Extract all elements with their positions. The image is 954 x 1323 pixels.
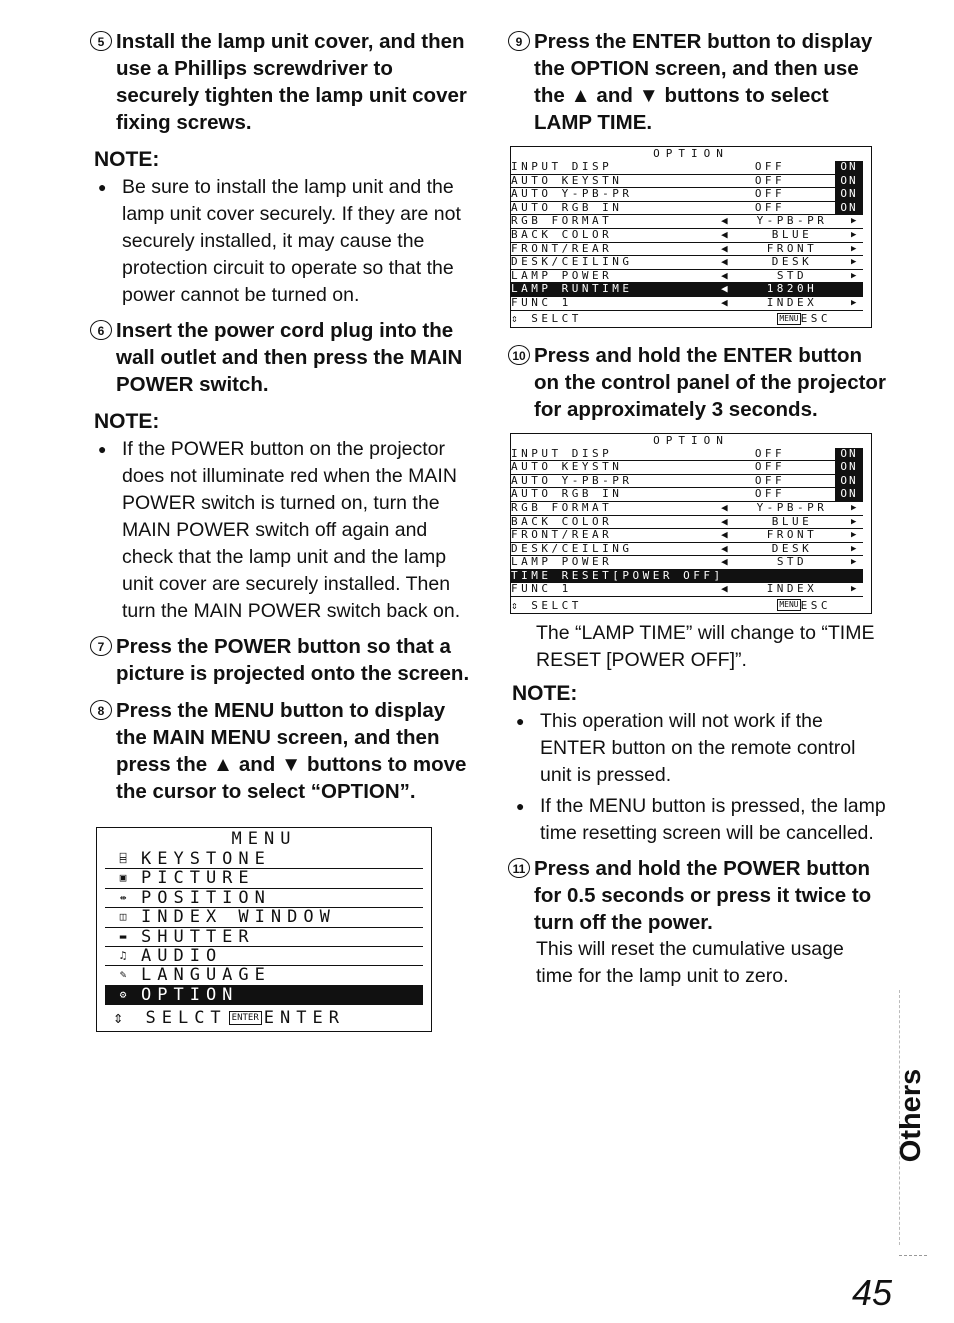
option-value: OFF xyxy=(754,201,786,214)
left-column xyxy=(90,28,470,1032)
option-value: DESK xyxy=(771,256,813,269)
language-icon: ✎ xyxy=(119,968,127,982)
option-value: OFF xyxy=(754,447,786,460)
option-row xyxy=(511,188,863,202)
option-footer: ⇕ SELCT MENU ESC xyxy=(511,598,831,612)
menu-item-label: SHUTTER xyxy=(141,927,255,946)
option-label: RGB FORMAT xyxy=(511,501,613,514)
step-number: 9 xyxy=(508,31,530,51)
right-arrow-icon: ▶ xyxy=(851,216,857,227)
main-menu-screen xyxy=(96,827,432,1032)
menu-item-label: PICTURE xyxy=(141,869,255,888)
index-window-icon: ◫ xyxy=(119,910,127,924)
option-label: BACK COLOR xyxy=(511,228,613,241)
step-text: Install the lamp unit cover, and then use a Phillips screwdriver to securely tighten the lamp unit cover fixing screws. xyxy=(116,30,467,134)
menu-item-option xyxy=(105,986,423,1005)
menu-item-label: AUDIO xyxy=(141,946,223,966)
option-row xyxy=(511,215,863,229)
left-arrow-icon: ◀ xyxy=(721,583,728,596)
right-arrow-icon: ▶ xyxy=(851,557,857,568)
option-label: AUTO RGB IN xyxy=(511,488,623,501)
right-arrow-icon: ▶ xyxy=(851,543,857,554)
option-value: OFF xyxy=(754,488,786,501)
step-text: Press the POWER button so that a picture is projected onto the screen. xyxy=(116,635,470,685)
left-arrow-icon: ◀ xyxy=(721,501,728,514)
option-row xyxy=(511,283,863,297)
option-on-box: ON xyxy=(835,188,863,201)
step-number: 11 xyxy=(508,858,530,878)
option-row xyxy=(511,270,863,284)
menu-item-picture xyxy=(105,869,423,888)
step-text: Press the MENU button to display the MAIN MENU screen, and then press the ▲ and ▼ buttons to move the cursor to select “OPTION”. xyxy=(116,699,467,803)
step-number: 6 xyxy=(90,320,112,340)
note-bullet: ● Be sure to install the lamp unit and the lamp unit cover securely. If they are not securely installed, it may cause the protection circuit to operate so that the power cannot be turned on. xyxy=(94,174,470,309)
left-arrow-icon: ◀ xyxy=(721,542,728,555)
option-row xyxy=(511,502,863,516)
right-arrow-icon: ▶ xyxy=(851,297,857,308)
step-text: Press the ENTER button to display the OPTION screen, and then use the ▲ and ▼ buttons to select LAMP TIME. xyxy=(534,30,873,134)
option-label: FRONT/REAR xyxy=(511,529,613,542)
left-arrow-icon: ◀ xyxy=(721,269,728,282)
updown-icon: ⇕ xyxy=(113,1008,146,1029)
bullet-icon: ● xyxy=(98,441,107,457)
option-value: INDEX xyxy=(766,296,818,309)
option-row xyxy=(511,516,863,530)
shutter-icon: ▬ xyxy=(119,929,127,943)
option-title: OPTION xyxy=(653,433,729,447)
menu-item-position xyxy=(105,889,423,908)
step-text: Insert the power cord plug into the wall outlet and then press the MAIN POWER switch. xyxy=(116,319,463,396)
step-6 xyxy=(90,317,470,398)
note-bullet: ● This operation will not work if the ENTER button on the remote control unit is pressed. xyxy=(512,708,886,789)
left-arrow-icon: ◀ xyxy=(721,515,728,528)
position-icon: ⇹ xyxy=(119,890,127,904)
option-footer: ⇕ SELCT MENU ESC xyxy=(511,312,831,326)
option-value: DESK xyxy=(771,542,813,555)
left-arrow-icon: ◀ xyxy=(721,296,728,309)
menu-item-index-window xyxy=(105,908,423,927)
option-row xyxy=(511,488,863,502)
option-value: OFF xyxy=(754,461,786,474)
note-heading: NOTE: xyxy=(94,410,160,433)
left-arrow-icon: ◀ xyxy=(721,215,728,228)
menu-list xyxy=(97,850,431,1005)
option-screen-time-reset xyxy=(510,433,872,615)
step-5 xyxy=(90,28,470,136)
step-number: 7 xyxy=(90,636,112,656)
bullet-icon: ● xyxy=(516,798,525,815)
option-value: STD xyxy=(776,269,808,282)
left-arrow-icon: ◀ xyxy=(721,529,728,542)
right-arrow-icon: ▶ xyxy=(851,243,857,254)
option-on-box: ON xyxy=(835,202,863,215)
option-row xyxy=(511,256,863,270)
option-value: OFF xyxy=(754,161,786,173)
option-row xyxy=(511,243,863,257)
option-label: DESK/CEILING xyxy=(511,256,633,269)
step-detail: This will reset the cumulative usage time for the lamp unit to zero. xyxy=(536,938,844,988)
menu-item-keystone xyxy=(105,850,423,869)
menu-footer: ⇕ SELCT ENTER ENTER xyxy=(113,1008,345,1029)
option-list xyxy=(511,161,871,311)
left-arrow-icon: ◀ xyxy=(721,228,728,241)
right-arrow-icon: ▶ xyxy=(851,530,857,541)
section-tab xyxy=(892,1060,932,1170)
option-on-box: ON xyxy=(835,175,863,188)
option-label: FUNC 1 xyxy=(511,583,572,596)
audio-icon: ♫ xyxy=(119,948,127,962)
option-icon: ⚙ xyxy=(119,987,127,1001)
page-number: 45 xyxy=(852,1272,893,1313)
note-bullet: ● If the POWER button on the projector does not illuminate red when the MAIN POWER switch is turned on, turn the MAIN POWER switch off again and check that the lamp unit and the lamp unit cover are securely installed. Then turn the MAIN POWER switch back on. xyxy=(94,436,470,625)
keystone-icon: ⌸ xyxy=(119,851,127,865)
menu-item-audio xyxy=(105,947,423,966)
option-value: INDEX xyxy=(766,583,818,596)
section-tab-label: Others xyxy=(895,1068,928,1162)
menu-item-label: INDEX WINDOW xyxy=(141,908,336,927)
menu-title: MENU xyxy=(231,829,297,849)
step-number: 10 xyxy=(508,345,530,365)
step-text: Press and hold the ENTER button on the control panel of the projector for approximately 3 seconds. xyxy=(534,343,886,421)
option-on-box: ON xyxy=(835,161,863,174)
menu-item-language xyxy=(105,966,423,985)
option-list xyxy=(511,448,871,598)
option-label: AUTO RGB IN xyxy=(511,201,623,214)
right-arrow-icon: ▶ xyxy=(851,584,857,595)
option-row xyxy=(511,229,863,243)
right-arrow-icon: ▶ xyxy=(851,516,857,527)
note-heading: NOTE: xyxy=(94,148,160,171)
option-label: AUTO Y-PB-PR xyxy=(511,188,633,201)
option-value: OFF xyxy=(754,174,786,187)
option-value: 1820H xyxy=(766,283,818,296)
right-arrow-icon: ▶ xyxy=(851,502,857,513)
option-label: LAMP POWER xyxy=(511,556,613,569)
step-text: Press and hold the POWER button for 0.5 seconds or press it twice to turn off the power. xyxy=(534,857,872,935)
right-column xyxy=(508,28,886,996)
option-label: BACK COLOR xyxy=(511,515,613,528)
option-value: OFF xyxy=(754,188,786,201)
updown-icon: ⇕ xyxy=(511,312,532,326)
option-on-box: ON xyxy=(835,475,863,488)
option-value: BLUE xyxy=(771,228,813,241)
step-9 xyxy=(508,28,886,136)
option-label: FUNC 1 xyxy=(511,296,572,309)
option-row xyxy=(511,543,863,557)
option-label: AUTO KEYSTN xyxy=(511,461,623,474)
updown-icon: ⇕ xyxy=(511,598,532,612)
option-value: STD xyxy=(776,556,808,569)
step-number: 5 xyxy=(90,31,112,51)
option-label: AUTO Y-PB-PR xyxy=(511,474,633,487)
right-arrow-icon: ▶ xyxy=(851,270,857,281)
option-on-box: ON xyxy=(835,488,863,501)
option-row xyxy=(511,297,863,311)
option-label: LAMP POWER xyxy=(511,269,613,282)
right-arrow-icon: ▶ xyxy=(851,257,857,268)
option-value: FRONT xyxy=(766,242,818,255)
step-11 xyxy=(508,855,886,936)
option-label: TIME RESET[POWER OFF] xyxy=(511,569,724,582)
edge-divider-bottom xyxy=(899,1255,927,1256)
option-label: FRONT/REAR xyxy=(511,242,613,255)
option-value: OFF xyxy=(754,474,786,487)
left-arrow-icon: ◀ xyxy=(721,242,728,255)
option-row xyxy=(511,570,863,584)
option-value: Y-PB-PR xyxy=(756,501,828,514)
menu-key-icon: MENU xyxy=(779,600,799,610)
option-value: FRONT xyxy=(766,529,818,542)
option-row xyxy=(511,448,863,462)
option-label: INPUT DISP xyxy=(511,447,613,460)
menu-item-label: KEYSTONE xyxy=(141,850,271,869)
option-label: RGB FORMAT xyxy=(511,215,613,228)
picture-icon: ▣ xyxy=(119,871,127,885)
menu-key-icon: MENU xyxy=(779,313,799,323)
option-label: LAMP RUNTIME xyxy=(511,283,633,296)
enter-key-icon: ENTER xyxy=(229,1011,262,1025)
option-row xyxy=(511,202,863,216)
note-bullet: ● If the MENU button is pressed, the lamp time resetting screen will be cancelled. xyxy=(512,793,886,847)
step-7 xyxy=(90,633,470,687)
option-row xyxy=(511,175,863,189)
left-arrow-icon: ◀ xyxy=(721,556,728,569)
menu-item-label: OPTION xyxy=(141,985,239,1005)
step-10 xyxy=(508,342,886,423)
option-on-box: ON xyxy=(835,461,863,474)
option-label: AUTO KEYSTN xyxy=(511,174,623,187)
option-row xyxy=(511,583,863,597)
option-row xyxy=(511,556,863,570)
option-value: BLUE xyxy=(771,515,813,528)
step-number: 8 xyxy=(90,700,112,720)
option-title: OPTION xyxy=(653,147,729,160)
note-heading: NOTE: xyxy=(512,682,578,706)
option-label: INPUT DISP xyxy=(511,161,613,173)
option-row xyxy=(511,529,863,543)
right-arrow-icon: ▶ xyxy=(851,229,857,240)
option-row xyxy=(511,461,863,475)
option-row xyxy=(511,161,863,175)
option-value: Y-PB-PR xyxy=(756,215,828,228)
bullet-icon: ● xyxy=(516,713,525,730)
menu-item-shutter xyxy=(105,928,423,947)
menu-item-label: LANGUAGE xyxy=(141,966,271,985)
bullet-icon: ● xyxy=(98,179,107,195)
menu-item-label: POSITION xyxy=(141,888,271,908)
step-8 xyxy=(90,697,470,805)
option-on-box: ON xyxy=(835,448,863,461)
option-label: DESK/CEILING xyxy=(511,542,633,555)
left-arrow-icon: ◀ xyxy=(721,256,728,269)
left-arrow-icon: ◀ xyxy=(721,283,728,296)
result-text: The “LAMP TIME” will change to “TIME RESET [POWER OFF]”. xyxy=(536,622,875,672)
option-row xyxy=(511,475,863,489)
option-screen-lamp-runtime xyxy=(510,146,872,328)
